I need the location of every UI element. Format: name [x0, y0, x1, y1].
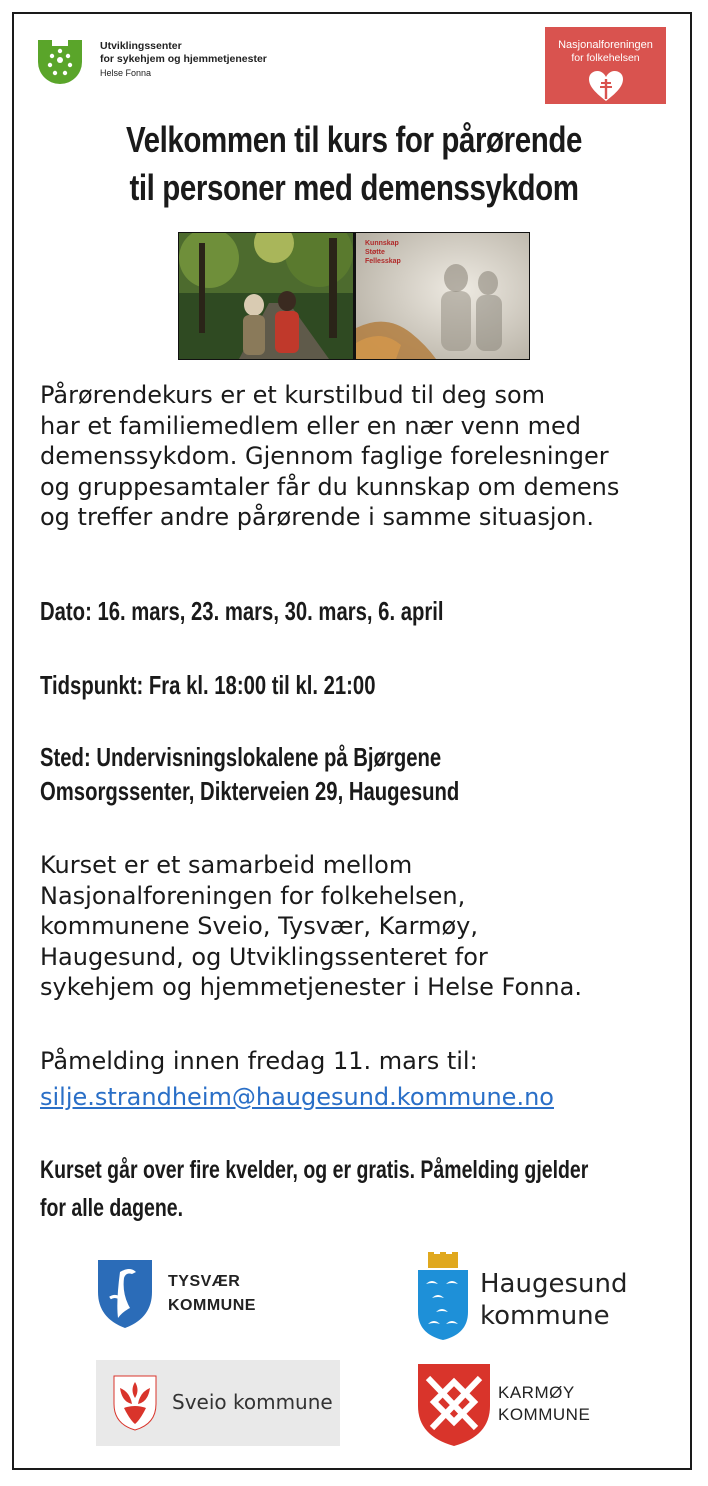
haugesund-crest-icon	[416, 1252, 470, 1342]
footer-note-line2: for alle dagene.	[40, 1194, 184, 1222]
caption-line2: Støtte	[365, 249, 385, 256]
poster-title	[64, 116, 645, 212]
utviklingssenter-name	[100, 40, 267, 80]
haugesund-line1: Haugesund	[480, 1269, 628, 1299]
title-line2: til personer med demenssykdom	[129, 167, 579, 208]
nasjonalforeningen-logo	[545, 27, 666, 104]
utviklingssenter-logo-icon	[34, 36, 86, 88]
sveio-logo	[96, 1360, 340, 1446]
karmoy-line2: KOMMUNE	[498, 1405, 591, 1424]
registration-email-link[interactable]: silje.strandheim@haugesund.kommune.no	[40, 1083, 554, 1111]
sveio-crest-icon	[112, 1374, 158, 1432]
karmoy-crest-icon	[416, 1362, 492, 1448]
course-dates: Dato: 16. mars, 23. mars, 30. mars, 6. april	[40, 596, 444, 626]
title-line1: Velkommen til kurs for pårørende	[125, 119, 583, 160]
registration-text: Påmelding innen fredag 11. mars til:	[40, 1047, 478, 1075]
org-name-line2: for sykehjem og hjemmetjenester	[100, 53, 267, 65]
collaboration-paragraph: Kurset er et samarbeid mellom Nasjonalforeningen for folkehelsen, kommunene Sveio, Tysvær, Karmøy, Haugesund, og Utviklingssenteret for sykehjem og hjemmetjenester i Helse Fonna.	[40, 851, 582, 1001]
tysvar-line2: KOMMUNE	[168, 1297, 256, 1314]
park-walk-photo	[179, 233, 353, 359]
tysvar-crest-icon	[96, 1258, 154, 1330]
haugesund-line2: kommune	[480, 1301, 610, 1331]
karmoy-line1: KARMØY	[498, 1383, 575, 1402]
photo-caption	[365, 239, 401, 266]
course-location-line1: Sted: Undervisningslokalene på Bjørgene	[40, 742, 442, 772]
intro-paragraph: Pårørendekurs er et kurstilbud til deg som har et familiemedlem eller en nær venn med demenssykdom. Gjennom faglige forelesninger og gruppesamtaler får du kunnskap om demens og treffer andre pårørende i samme situasjon.	[40, 381, 620, 531]
caption-line1: Kunnskap	[365, 240, 399, 247]
org-name-line1: Utviklingssenter	[100, 40, 182, 52]
org-name-line3: Helse Fonna	[100, 68, 152, 78]
header-photos	[178, 232, 530, 360]
haugesund-logo-text	[480, 1268, 627, 1332]
poster-frame	[12, 12, 692, 1470]
tysvar-logo-text	[168, 1270, 256, 1318]
sveio-logo-text: Sveio kommune	[172, 1390, 333, 1414]
nf-name-line2: for folkehelsen	[571, 52, 640, 64]
course-location-line2: Omsorgssenter, Dikterveien 29, Haugesund	[40, 776, 460, 806]
footer-note-line1: Kurset går over fire kvelder, og er gratis. Påmelding gjelder	[40, 1156, 589, 1184]
nf-name-line1: Nasjonalforeningen	[558, 39, 653, 51]
course-time: Tidspunkt: Fra kl. 18:00 til kl. 21:00	[40, 670, 376, 700]
tysvar-line1: TYSVÆR	[168, 1273, 241, 1290]
karmoy-logo-text	[498, 1382, 590, 1426]
caption-line3: Fellesskap	[365, 258, 401, 265]
heart-cross-icon	[589, 71, 623, 103]
